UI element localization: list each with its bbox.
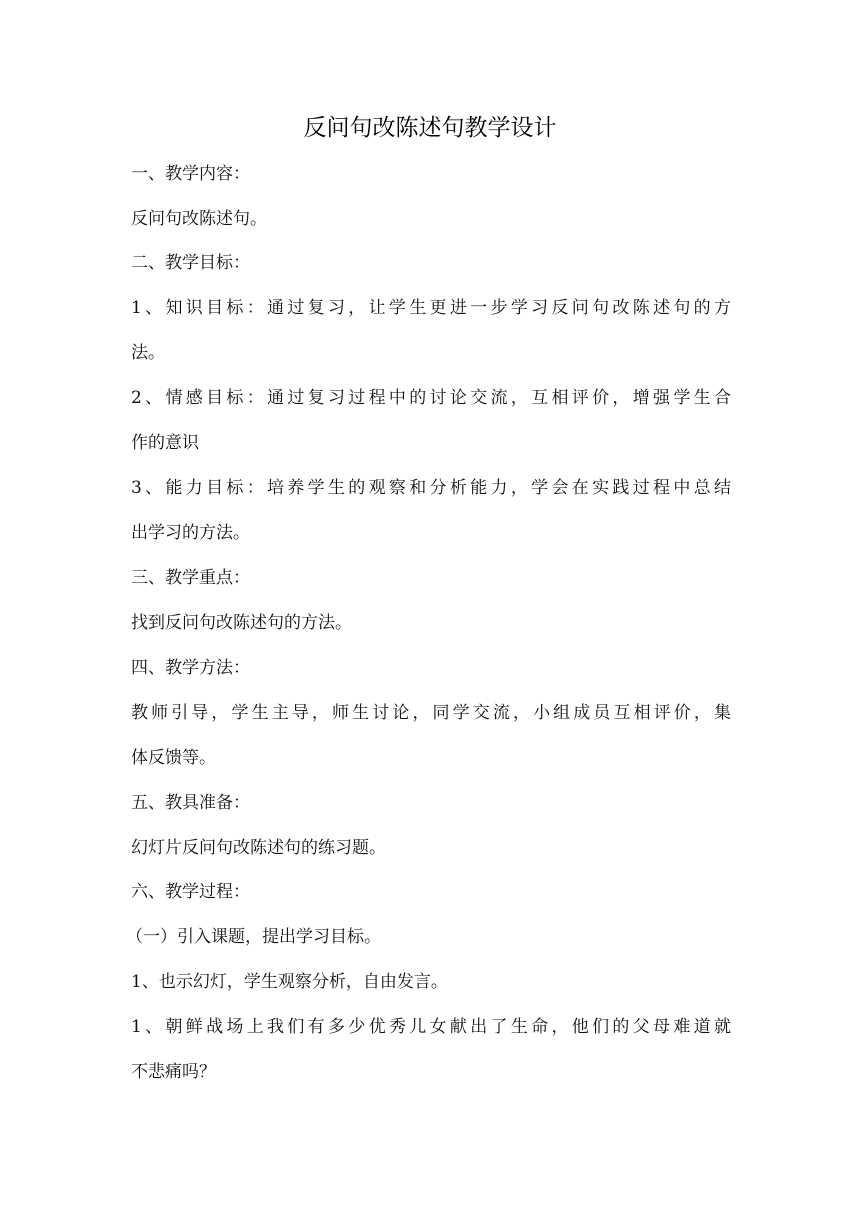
paragraph-line: 教师引导，学生主导，师生讨论，同学交流，小组成员互相评价，集 xyxy=(131,703,731,723)
paragraph-line: 法。 xyxy=(131,343,165,363)
paragraph-line: 3、能力目标：培养学生的观察和分析能力，学会在实践过程中总结 xyxy=(131,478,731,498)
paragraph-line: 幻灯片反问句改陈述句的练习题。 xyxy=(131,838,386,858)
paragraph-line: 1、朝鲜战场上我们有多少优秀儿女献出了生命，他们的父母难道就 xyxy=(131,1017,731,1037)
section-heading-methods: 四、教学方法： xyxy=(131,658,250,678)
paragraph-line: 2、情感目标：通过复习过程中的讨论交流，互相评价，增强学生合 xyxy=(131,388,731,408)
section-heading-objectives: 二、教学目标： xyxy=(131,253,250,273)
paragraph-line: （一）引入课题，提出学习目标。 xyxy=(126,927,381,947)
section-heading-process: 六、教学过程： xyxy=(131,882,250,902)
paragraph-line: 体反馈等。 xyxy=(131,748,216,768)
paragraph-line: 出学习的方法。 xyxy=(131,523,250,543)
paragraph-line: 1、也示幻灯，学生观察分析，自由发言。 xyxy=(131,972,448,992)
document-title: 反问句改陈述句教学设计 xyxy=(303,115,557,141)
paragraph-line: 反问句改陈述句。 xyxy=(131,209,267,229)
paragraph-line: 作的意识 xyxy=(131,433,199,453)
paragraph-line: 1、知识目标：通过复习，让学生更进一步学习反问句改陈述句的方 xyxy=(131,298,731,318)
section-heading-key-points: 三、教学重点： xyxy=(131,568,250,588)
paragraph-line: 找到反问句改陈述句的方法。 xyxy=(131,613,352,633)
paragraph-line: 不悲痛吗？ xyxy=(131,1062,216,1082)
section-heading-materials: 五、教具准备： xyxy=(131,793,250,813)
section-heading-content: 一、教学内容： xyxy=(131,164,250,184)
